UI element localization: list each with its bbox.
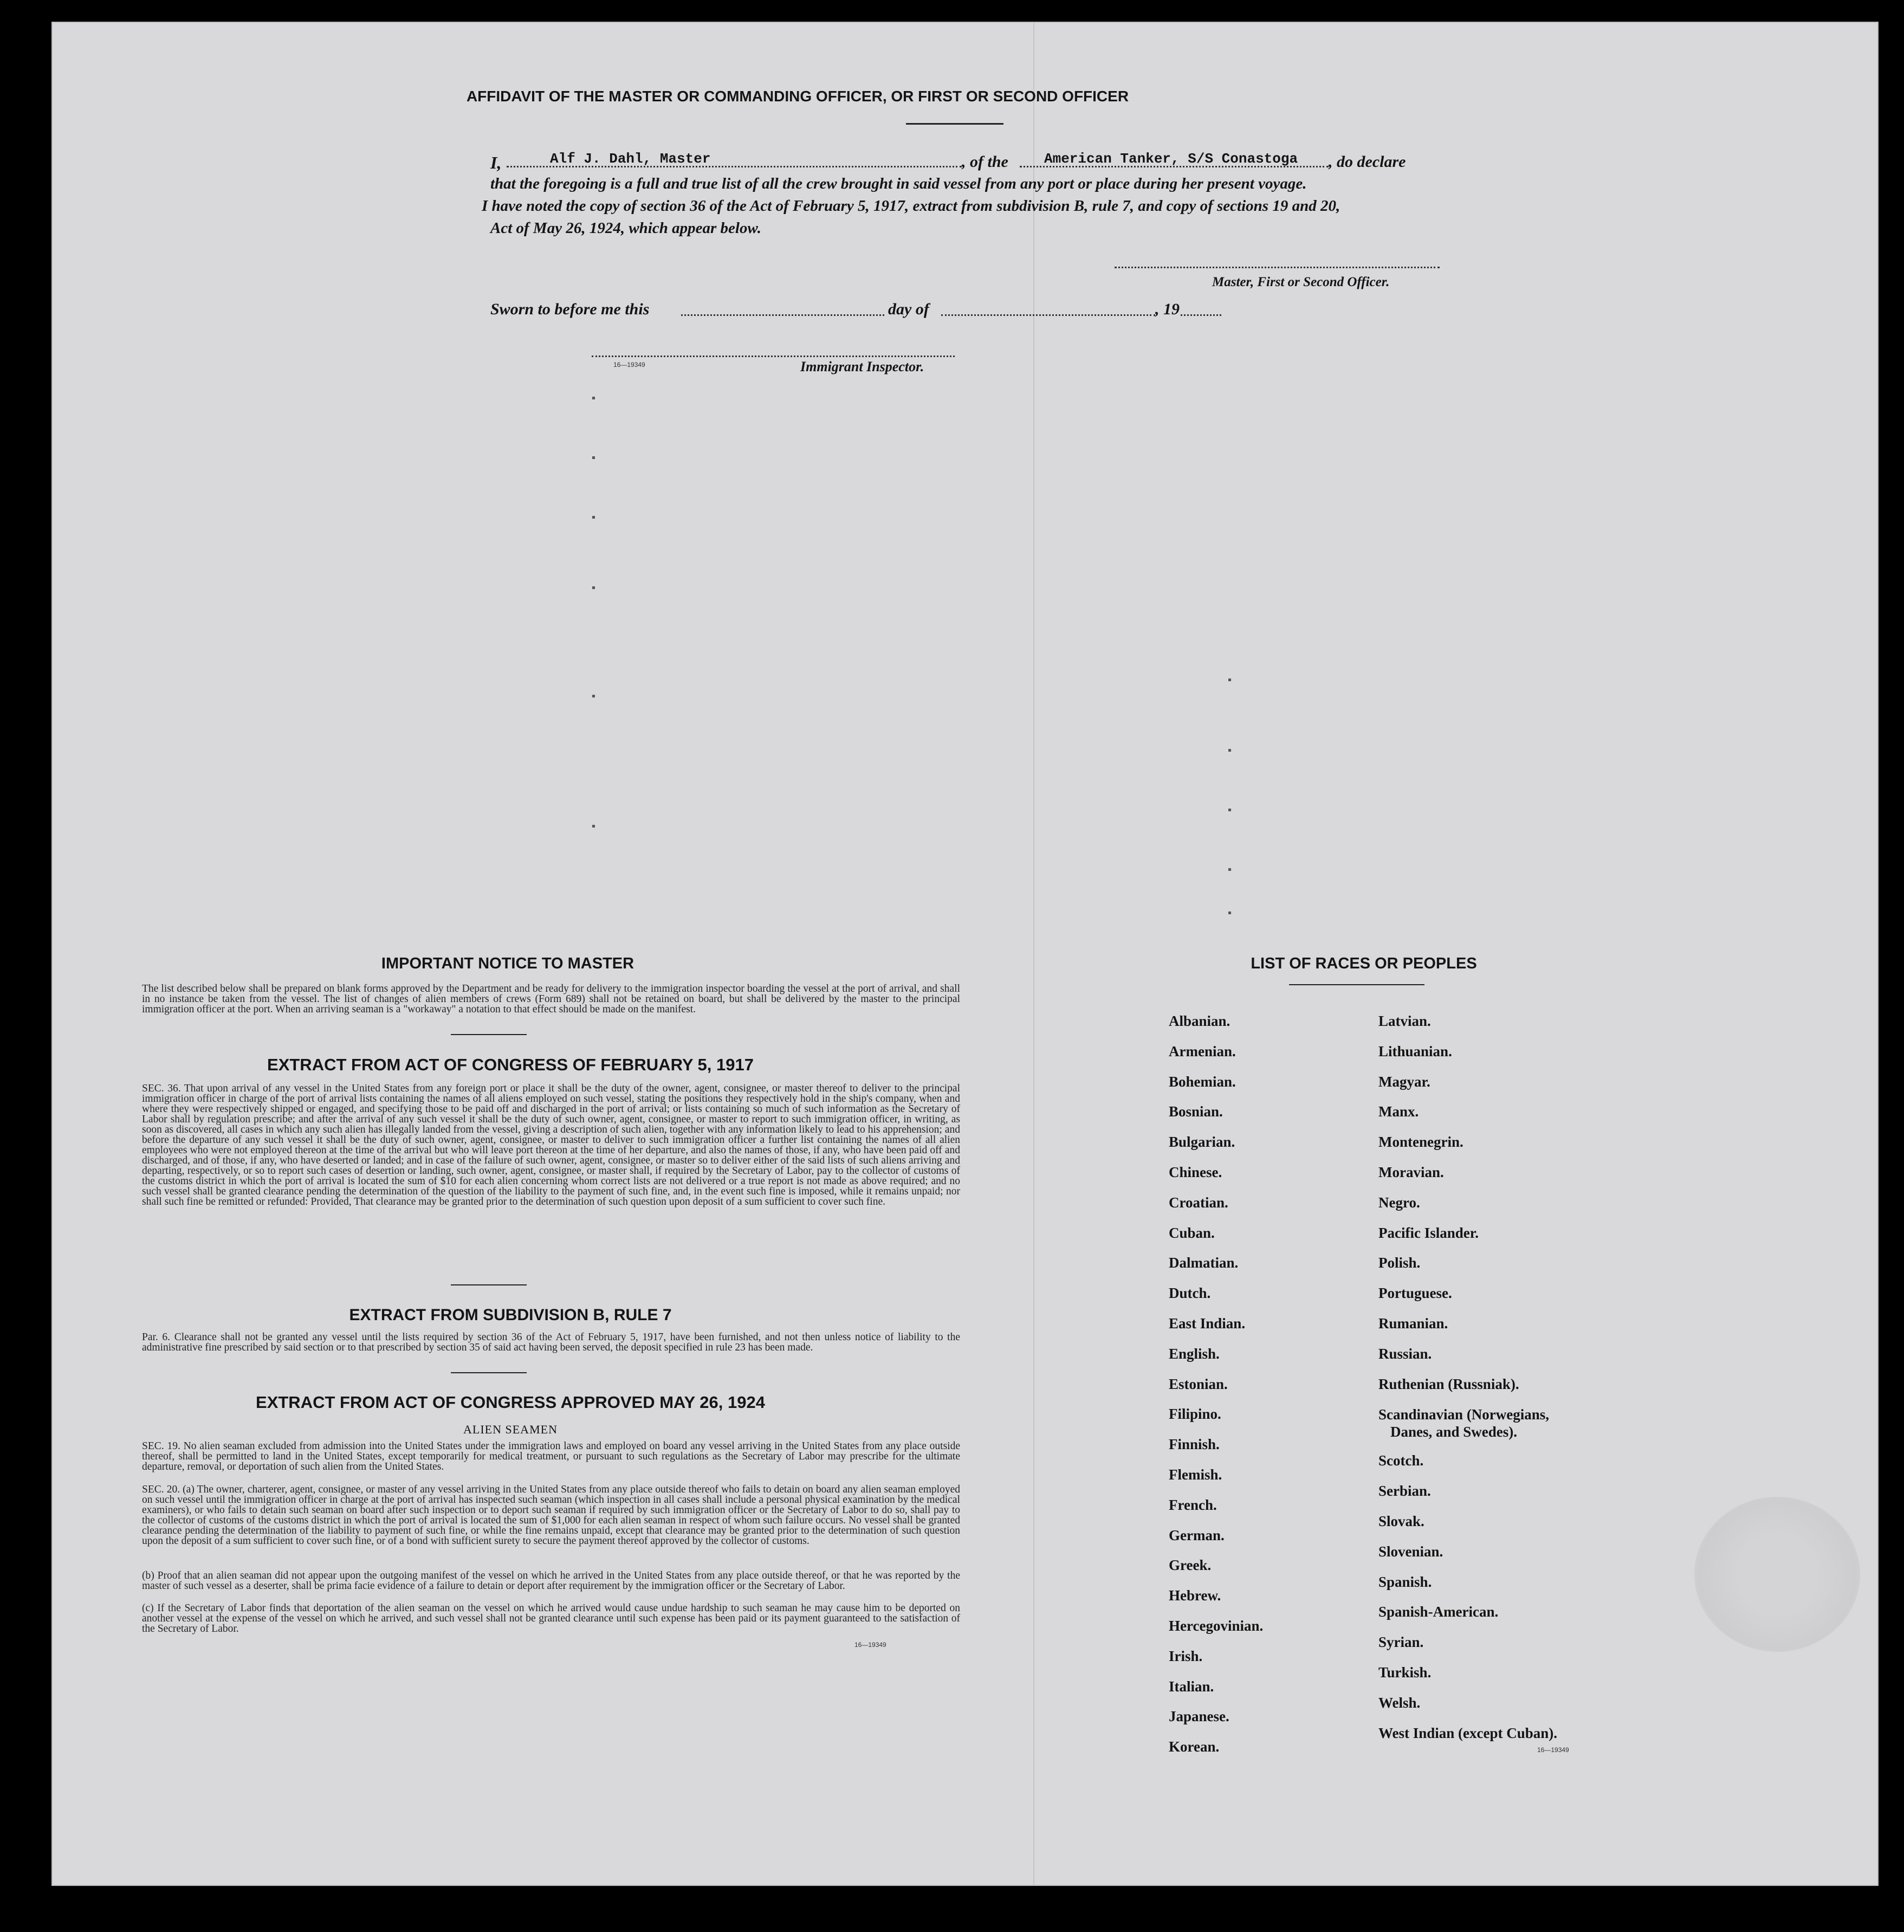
signature-label: Master, First or Second Officer. bbox=[1212, 275, 1390, 289]
tick-mark bbox=[592, 516, 595, 519]
center-fold bbox=[1033, 23, 1034, 1885]
race-item: West Indian (except Cuban). bbox=[1378, 1724, 1558, 1741]
race-item: Polish. bbox=[1378, 1255, 1421, 1271]
race-item: Portuguese. bbox=[1378, 1285, 1452, 1302]
race-item: Manx. bbox=[1378, 1103, 1419, 1120]
race-item: Rumanian. bbox=[1378, 1315, 1448, 1332]
race-item: Russian. bbox=[1378, 1345, 1432, 1362]
race-item: Pacific Islander. bbox=[1378, 1224, 1479, 1241]
race-item: Scotch. bbox=[1378, 1452, 1424, 1469]
tick-mark bbox=[592, 397, 595, 399]
inspector-line bbox=[592, 356, 955, 357]
race-item: Ruthenian (Russniak). bbox=[1378, 1375, 1519, 1392]
affidavit-line-2: that the foregoing is a full and true list of all the crew brought in said vessel from any port or place during her present voyage. bbox=[490, 175, 1307, 192]
tick-mark bbox=[592, 695, 595, 697]
race-item: Flemish. bbox=[1169, 1466, 1222, 1483]
affidavit-line-3: I have noted the copy of section 36 of the Act of February 5, 1917, extract from subdivision B, rule 7, and copy of sections 19 and 20, bbox=[482, 197, 1340, 215]
document-page bbox=[51, 22, 1879, 1886]
tick-mark bbox=[1228, 868, 1231, 871]
race-item: Bohemian. bbox=[1169, 1073, 1236, 1090]
races-title: LIST OF RACES OR PEOPLES bbox=[1251, 955, 1477, 972]
form-number: 16—19349 bbox=[854, 1641, 886, 1649]
race-item: German. bbox=[1169, 1527, 1225, 1543]
master-name: Alf J. Dahl, Master bbox=[550, 151, 711, 167]
tick-mark bbox=[592, 456, 595, 459]
divider bbox=[451, 1034, 527, 1035]
alien-seamen-subtitle: ALIEN SEAMEN bbox=[463, 1423, 558, 1436]
tick-mark bbox=[1228, 912, 1231, 914]
form-number: 16—19349 bbox=[613, 361, 645, 369]
race-item: Korean. bbox=[1169, 1739, 1220, 1755]
race-item: Negro. bbox=[1378, 1194, 1420, 1211]
of-the-label: , of the bbox=[962, 153, 1008, 171]
sworn-month-line bbox=[941, 314, 1155, 316]
races-column-2a bbox=[1378, 1006, 1557, 1399]
race-item: Latvian. bbox=[1378, 1013, 1431, 1029]
day-of-label: day of bbox=[888, 300, 929, 318]
rule-7-title: EXTRACT FROM SUBDIVISION B, RULE 7 bbox=[349, 1306, 672, 1324]
race-item: Cuban. bbox=[1169, 1224, 1215, 1241]
race-item: Slovak. bbox=[1378, 1513, 1424, 1529]
sworn-day-line bbox=[681, 314, 884, 316]
race-item: Spanish-American. bbox=[1378, 1604, 1499, 1620]
divider bbox=[451, 1284, 527, 1285]
race-item: Hercegovinian. bbox=[1169, 1617, 1264, 1634]
races-column-2b bbox=[1378, 1446, 1557, 1748]
tick-mark bbox=[1228, 809, 1231, 811]
tick-mark bbox=[592, 825, 595, 828]
race-item: Albanian. bbox=[1169, 1013, 1231, 1029]
race-item: Slovenian. bbox=[1378, 1543, 1443, 1560]
race-item: Croatian. bbox=[1169, 1194, 1228, 1211]
tick-mark bbox=[592, 586, 595, 589]
race-item: Serbian. bbox=[1378, 1483, 1431, 1500]
extract-1917-text: SEC. 36. That upon arrival of any vessel in the United States from any foreign port or place it shall be the duty of the owner, agent, consignee, or master thereof to deliver to the principal immigration officer in charge of the port of arrival lists containing the names of all aliens employed on such vessel, stating the positions they respectively hold in the ship's company, when and where they were respectively shipped or engaged, and specifying those to be paid off and discharged in the port of arrival; or lists containing so much of such information as the Secretary of Labor shall by regulation prescribe; and after the arrival of any such vessel it shall be the duty of such owner, agent, consignee, or master to report to such immigration officer, in writing, as soon as discovered, all cases in which any such alien has illegally landed from the vessel, giving a description of such alien, together with any information likely to lead to his apprehension; and before the departure of any such vessel it shall be the duty of such owner, agent, consignee, or master to deliver to such immigration officer a further list containing the names of all alien employees who were not employed thereon at the time of the arrival but who will leave port thereon at the time of her departure, and also the names of those, if any, who have been paid off and discharged, and of those, if any, who have deserted or landed; and in case of the failure of such owner, agent, consignee, or master so to deliver either of the said lists of such aliens arriving and departing, respectively, or so to report such cases of desertion or landing, such owner, agent, consignee, or master shall, if required by the Secretary of Labor, pay to the collector of customs of the customs district in which the port of arrival is located the sum of $10 for each alien concerning whom correct lists are not delivered or a true report is not made as above required; and no such vessel shall be granted clearance pending the determination of the question of the liability to the payment of such fine, and, in the event such fine is imposed, while it remains unpaid; nor shall such fine be remitted or refunded: Provided, That clearance may be granted prior to the determination of such question upon deposit of a sum sufficient to cover such fine. bbox=[142, 1083, 960, 1207]
notice-title: IMPORTANT NOTICE TO MASTER bbox=[381, 955, 634, 972]
races-title-underline bbox=[1289, 984, 1424, 985]
race-item: Spanish. bbox=[1378, 1573, 1432, 1590]
race-item: East Indian. bbox=[1169, 1315, 1246, 1332]
race-item: Welsh. bbox=[1378, 1694, 1421, 1711]
affidavit-title: AFFIDAVIT OF THE MASTER OR COMMANDING OFFICER, OR FIRST OR SECOND OFFICER bbox=[466, 88, 1129, 105]
race-item: Filipino. bbox=[1169, 1406, 1221, 1423]
race-item: Scandinavian (Norwegians, bbox=[1378, 1406, 1550, 1423]
race-item: English. bbox=[1169, 1345, 1220, 1362]
race-item: Hebrew. bbox=[1169, 1587, 1221, 1604]
sworn-year-line bbox=[1181, 314, 1221, 316]
race-item: Japanese. bbox=[1169, 1708, 1229, 1725]
signature-line bbox=[1115, 267, 1440, 268]
sec-20a-text: SEC. 20. (a) The owner, charterer, agent, consignee, or master of any vessel arriving in the United States from any place outside thereof who fails to detain on board any alien seaman employed on such vessel until the immigration officer in charge at the port of arrival has inspected such seaman (which inspection in all cases shall include a personal physical examination by the medical examiners), or who fails to detain such seaman on board after such inspection or to deport such seaman if required by such immigration officer or the Secretary of Labor to do so, shall pay to the collector of customs of the customs district in which the port of arrival is located the sum of $1,000 for each alien seaman in respect of whom such failure occurs. No vessel shall be granted clearance pending the determination of the liability to payment of such fine, or while the fine remains unpaid, except that clearance may be granted prior to the determination of such question upon the deposit of a sum sufficient to cover such fine, or of a bond with sufficient surety to secure the payment thereof approved by the collector of customs. bbox=[142, 1484, 960, 1547]
notice-text: The list described below shall be prepared on blank forms approved by the Department and be ready for delivery to the immigration inspector boarding the vessel at the port of arrival, and shall in no instance be taken from the vessel. The list of changes of alien members of crews (Form 689) shall not be retained on board, but shall be delivered by the master to the principal immigration officer at the port. When an arriving seaman is a "workaway" a notation to that effect should be made on the manifest. bbox=[142, 984, 960, 1015]
title-underline bbox=[906, 123, 1003, 125]
do-declare-label: , do declare bbox=[1329, 153, 1406, 171]
race-item: Bulgarian. bbox=[1169, 1134, 1235, 1151]
race-item: Magyar. bbox=[1378, 1073, 1430, 1090]
race-item: Chinese. bbox=[1169, 1164, 1222, 1180]
race-item: Danes, and Swedes). bbox=[1390, 1424, 1518, 1440]
affidavit-line-4: Act of May 26, 1924, which appear below. bbox=[490, 219, 761, 237]
race-item: Bosnian. bbox=[1169, 1103, 1223, 1120]
races-column-1 bbox=[1169, 1006, 1263, 1762]
race-item: Finnish. bbox=[1169, 1436, 1220, 1453]
race-item: Moravian. bbox=[1378, 1164, 1444, 1180]
race-item: Greek. bbox=[1169, 1557, 1212, 1574]
rule-7-text: Par. 6. Clearance shall not be granted any vessel until the lists required by section 36 of the Act of February 5, 1917, have been furnished, and not then unless notice of liability to the administrative fine prescribed by said section or to that prescribed by section 35 of said act having been served, the deposit specified in rule 23 has been made. bbox=[142, 1332, 960, 1353]
vessel-name: American Tanker, S/S Conastoga bbox=[1044, 151, 1298, 167]
races-column-2 bbox=[1378, 1006, 1557, 1748]
extract-1917-title: EXTRACT FROM ACT OF CONGRESS OF FEBRUARY 5, 1917 bbox=[267, 1055, 754, 1074]
sec-20c-text: (c) If the Secretary of Labor finds that deportation of the alien seaman on the vessel on which he arrived would cause undue hardship to such seaman he may cause him to be deported on another vessel at the expense of the vessel on which he arrived, and such vessel shall not be granted clearance until such expense has been paid or its payment guaranteed to the satisfaction of the Secretary of Labor. bbox=[142, 1603, 960, 1634]
race-item: Armenian. bbox=[1169, 1043, 1236, 1059]
race-item: Dalmatian. bbox=[1169, 1255, 1239, 1271]
divider bbox=[451, 1372, 527, 1373]
race-item: Turkish. bbox=[1378, 1664, 1432, 1681]
tick-mark bbox=[1228, 679, 1231, 681]
race-item: Italian. bbox=[1169, 1678, 1214, 1695]
race-item: Montenegrin. bbox=[1378, 1134, 1463, 1151]
race-item: Lithuanian. bbox=[1378, 1043, 1452, 1059]
race-item: Estonian. bbox=[1169, 1375, 1228, 1392]
race-item: Syrian. bbox=[1378, 1634, 1424, 1651]
race-item: Irish. bbox=[1169, 1647, 1203, 1664]
sworn-label: Sworn to before me this bbox=[490, 300, 650, 318]
inspector-label: Immigrant Inspector. bbox=[800, 359, 924, 374]
race-item: French. bbox=[1169, 1496, 1217, 1513]
embossed-seal bbox=[1694, 1497, 1860, 1652]
tick-mark bbox=[1228, 749, 1231, 752]
sec-19-text: SEC. 19. No alien seaman excluded from admission into the United States under the immigration laws and employed on board any vessel arriving in the United States from any place outside thereof, shall be permitted to land in the United States, except temporarily for medical treatment, or pursuant to such regulations as the Secretary of Labor may prescribe for the ultimate departure, removal, or deportation of such alien from the United States. bbox=[142, 1441, 960, 1472]
form-number: 16—19349 bbox=[1537, 1746, 1569, 1754]
sec-20b-text: (b) Proof that an alien seaman did not appear upon the outgoing manifest of the vessel on which he arrived in the United States from any place outside thereof, or that he was reported by the master of such vessel as a deserter, shall be prima facie evidence of a failure to detain or deport after requirement by the immigration officer or the Secretary of Labor. bbox=[142, 1571, 960, 1592]
race-item: Dutch. bbox=[1169, 1285, 1211, 1302]
extract-1924-title: EXTRACT FROM ACT OF CONGRESS APPROVED MAY 26, 1924 bbox=[256, 1393, 765, 1412]
year-label: , 19 bbox=[1155, 300, 1180, 318]
affidavit-i: I, bbox=[490, 153, 502, 172]
